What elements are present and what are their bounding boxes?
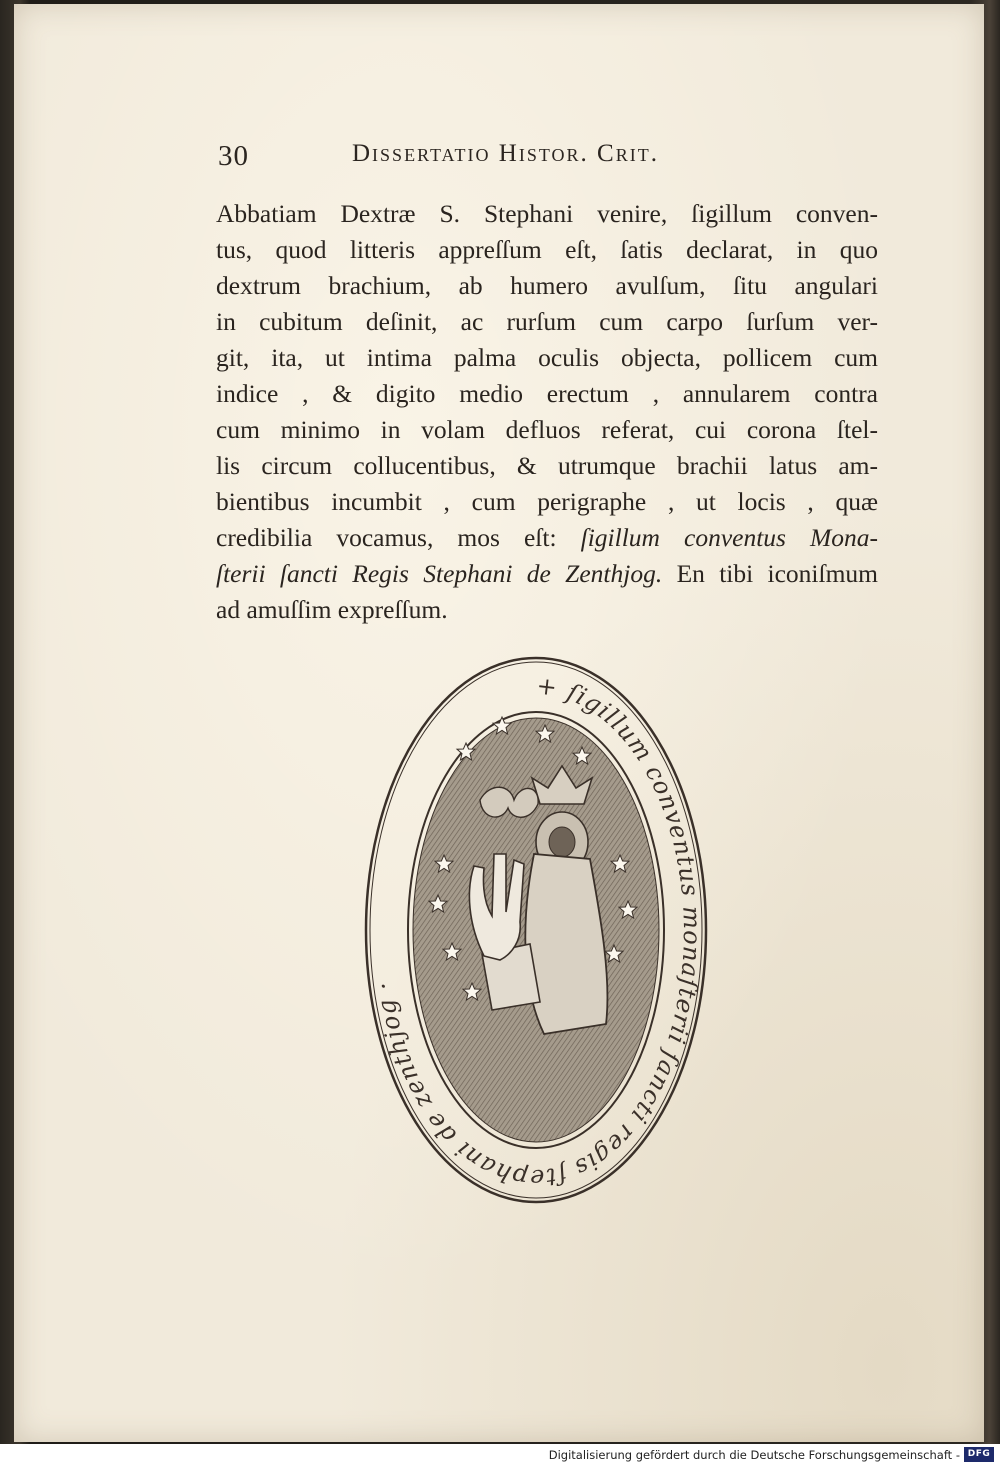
body-text bbox=[216, 196, 878, 628]
text-line: indice , & digito medio erectum , annularem contra bbox=[216, 379, 878, 408]
footer-bar bbox=[0, 1444, 1000, 1466]
text-line: bientibus incumbit , cum perigraphe , ut locis , quæ bbox=[216, 487, 878, 516]
digitization-credit: Digitalisierung gefördert durch die Deutsche Forschungsgemeinschaft - bbox=[548, 1448, 960, 1462]
seal-legend: + ſigillum conventus monaſterii ſancti regis ſtephani de zenthjog · bbox=[369, 671, 707, 1193]
text-line: ad amuſſim expreſſum. bbox=[216, 595, 448, 624]
dfg-logo-icon: DFG bbox=[964, 1447, 994, 1462]
text-line: credibilia vocamus, mos eſt: ſigillum conventus Mona- bbox=[216, 523, 878, 552]
italic-quote: ſigillum conventus Mona- bbox=[580, 523, 878, 552]
running-title: Dissertatio Histor. Crit. bbox=[352, 140, 659, 167]
text-line: git, ita, ut intima palma oculis objecta, pollicem cum bbox=[216, 343, 878, 372]
text-line: ſterii ſancti Regis Stephani de Zenthjog. En tibi iconiſmum bbox=[216, 559, 879, 588]
text-line: tus, quod litteris appreſſum eſt, ſatis declarat, in quo bbox=[216, 235, 878, 264]
text-line: lis circum collucentibus, & utrumque brachii latus am- bbox=[216, 451, 878, 480]
page-number: 30 bbox=[218, 140, 249, 172]
text-line: Abbatiam Dextræ S. Stephani venire, ſigillum conven- bbox=[216, 199, 878, 228]
text-line: in cubitum deſinit, ac rurſum cum carpo ſurſum ver- bbox=[216, 307, 878, 336]
seal-engraving bbox=[362, 654, 710, 1206]
italic-quote: ſterii ſancti Regis Stephani de Zenthjog. bbox=[216, 559, 663, 588]
text-line: cum minimo in volam defluos referat, cui corona ſtel- bbox=[216, 415, 878, 444]
text-line: dextrum brachium, ab humero avulſum, ſitu angulari bbox=[216, 271, 878, 300]
